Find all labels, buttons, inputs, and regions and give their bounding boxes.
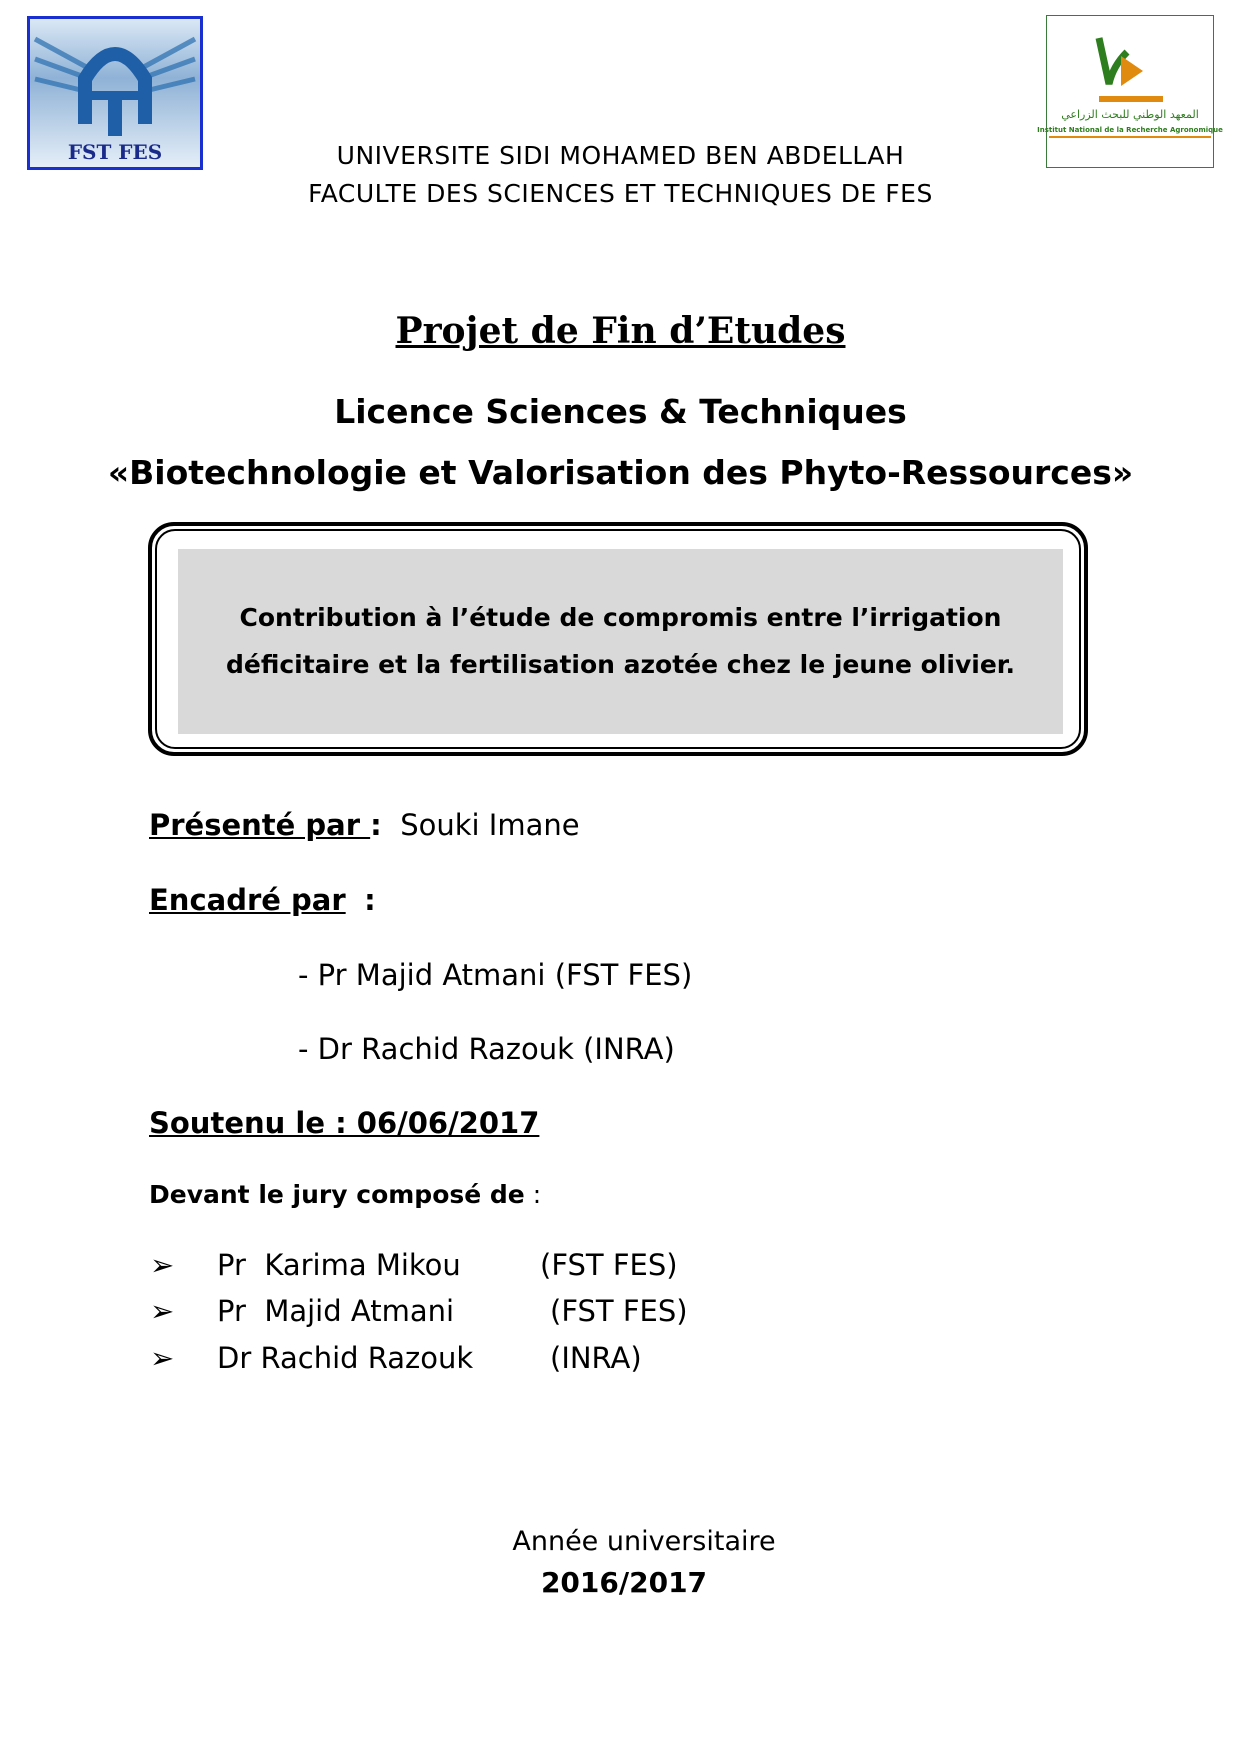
subject-line-2: déficitaire et la fertilisation azotée chez le jeune olivier.	[225, 650, 1016, 679]
program-title: «Biotechnologie et Valorisation des Phyto-Ressources»	[107, 453, 1134, 492]
jury-name: Pr Karima Mikou	[217, 1248, 461, 1282]
svg-text:Institut National de la Recher: Institut National de la Recherche Agronomique	[1037, 126, 1223, 134]
bullet-arrow-icon: ➢	[150, 1341, 175, 1375]
supervised-by	[149, 883, 376, 917]
academic-year: 2016/2017	[540, 1566, 708, 1599]
presented-label: Présenté par	[149, 808, 371, 842]
document-title: Projet de Fin d’Etudes	[395, 310, 846, 352]
jury-name: Pr Majid Atmani	[217, 1294, 455, 1328]
subject-text	[178, 594, 1063, 688]
jury-member	[150, 1341, 642, 1375]
jury-heading	[149, 1180, 541, 1209]
presented-by	[149, 808, 580, 842]
subject-line-1: Contribution à l’étude de compromis entre l’irrigation	[239, 603, 1002, 632]
bullet-arrow-icon: ➢	[150, 1248, 175, 1282]
supervised-label: Encadré par	[149, 883, 346, 917]
jury-member	[150, 1294, 688, 1328]
bullet-arrow-icon: ➢	[150, 1294, 175, 1328]
academic-year-label: Année universitaire	[512, 1526, 776, 1557]
defense-date: Soutenu le : 06/06/2017	[149, 1106, 540, 1140]
jury-affiliation: (INRA)	[550, 1341, 642, 1375]
university-name: UNIVERSITE SIDI MOHAMED BEN ABDELLAH	[336, 141, 905, 170]
svg-text:المعهد الوطني للبحث الزراعي: المعهد الوطني للبحث الزراعي	[1061, 108, 1199, 121]
svg-text:FST FES: FST FES	[67, 140, 163, 164]
presented-value: Souki Imane	[400, 808, 580, 842]
jury-affiliation: (FST FES)	[550, 1294, 688, 1328]
supervisor-2: - Dr Rachid Razouk (INRA)	[298, 1032, 675, 1066]
supervisor-1: - Pr Majid Atmani (FST FES)	[298, 958, 693, 992]
jury-label: Devant le jury composé de	[149, 1180, 525, 1209]
jury-sep: :	[532, 1180, 542, 1209]
faculty-name: FACULTE DES SCIENCES ET TECHNIQUES DE FES	[308, 179, 933, 208]
jury-name: Dr Rachid Razouk	[217, 1341, 474, 1375]
jury-affiliation: (FST FES)	[540, 1248, 678, 1282]
presented-sep: :	[370, 808, 382, 842]
supervised-sep: :	[364, 883, 376, 917]
degree-title: Licence Sciences & Techniques	[334, 392, 907, 431]
jury-member	[150, 1248, 678, 1282]
